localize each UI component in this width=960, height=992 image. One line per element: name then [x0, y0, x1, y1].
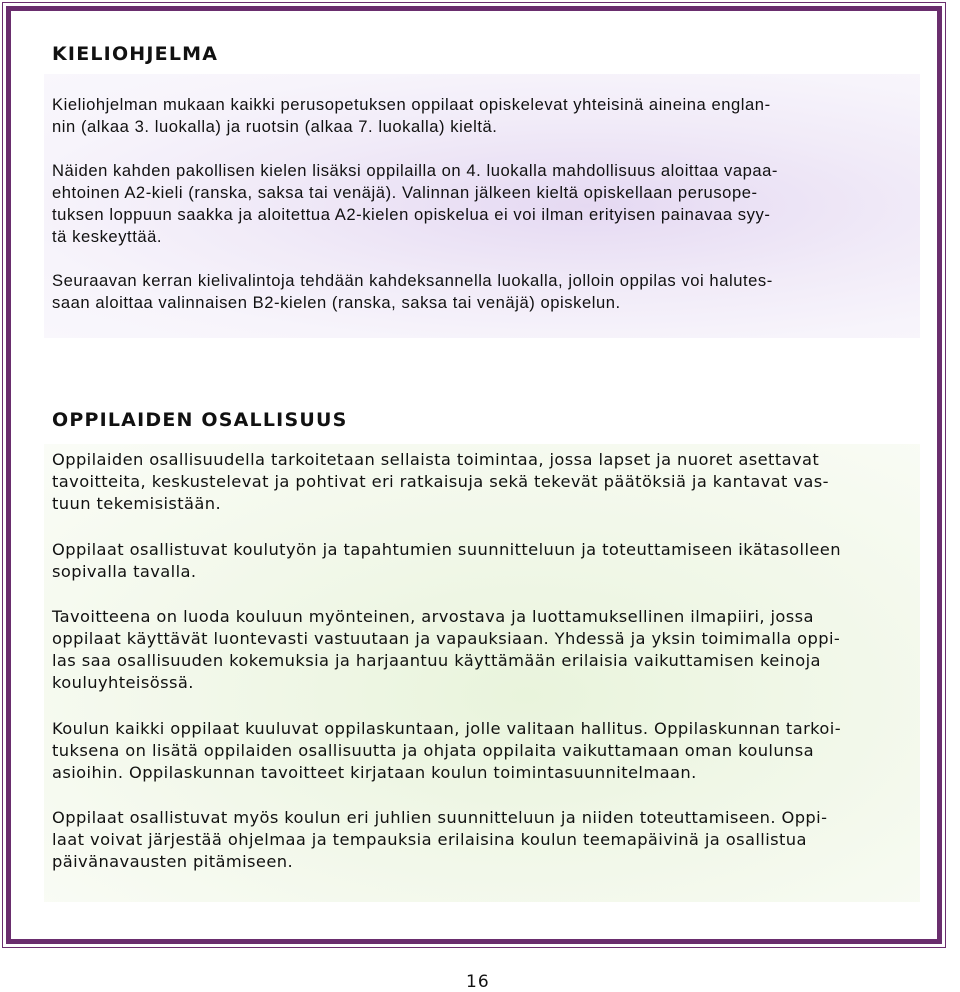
language-paragraph-3: Seuraavan kerran kielivalintoja tehdään kahdeksannella luokalla, jolloin oppilas voi halutes- saan aloittaa valinnaisen B2-kielen (ranska, saksa tai venäjä) opiskelun. — [52, 271, 773, 312]
language-program-box — [44, 74, 920, 338]
language-paragraph-2: Näiden kahden pakollisen kielen lisäksi oppilailla on 4. luokalla mahdollisuus aloittaa vapaa- ehtoinen A2-kieli (ranska, saksa tai venäjä). Valinnan jälkeen kieltä opiskellaan perusope- tuksen loppuun saakka ja aloitettua A2-kielen opiskelua ei voi ilman erityisen painavaa syy- tä keskeyttää. — [52, 161, 779, 246]
participation-paragraph-4: Koulun kaikki oppilaat kuuluvat oppilaskuntaan, jolle valitaan hallitus. Oppilaskunnan tarkoi- tuksena on lisätä oppilaiden osallisuutta ja ohjata oppilaita vaikuttamaan oman koulunsa asioihin. Oppilaskunnan tavoitteet kirjataan koulun toimintasuunnitelmaan. — [52, 719, 841, 782]
participation-paragraph-3: Tavoitteena on luoda kouluun myönteinen, arvostava ja luottamuksellinen ilmapiiri, jossa oppilaat käyttävät luontevasti vastuutaan ja vapauksiaan. Yhdessä ja yksin toimimalla oppi- las saa osallisuuden kokemuksia ja harjaantuu käyttämään erilaisia vaikuttamisen keinoja kouluyhteisössä. — [52, 607, 841, 692]
language-paragraph-1: Kieliohjelman mukaan kaikki perusopetuksen oppilaat opiskelevat yhteisinä aineina englan- nin (alkaa 3. luokalla) ja ruotsin (alkaa 7. luokalla) kieltä. — [52, 95, 771, 136]
participation-paragraph-2: Oppilaat osallistuvat koulutyön ja tapahtumien suunnitteluun ja toteuttamiseen ikätasolleen sopivalla tavalla. — [52, 540, 841, 581]
page-number: 16 — [466, 972, 490, 992]
participation-paragraph-1: Oppilaiden osallisuudella tarkoitetaan sellaista toimintaa, jossa lapset ja nuoret asettavat tavoitteita, keskustelevat ja pohtivat eri ratkaisuja sekä tekevät päätöksiä ja kantavat vas- tuun tekemisistään. — [52, 450, 829, 513]
section-heading-kieliohjelma: KIELIOHJELMA — [52, 43, 219, 65]
participation-box — [44, 444, 920, 902]
section-heading-osallisuus: OPPILAIDEN OSALLISUUS — [52, 409, 348, 431]
participation-paragraph-5: Oppilaat osallistuvat myös koulun eri juhlien suunnitteluun ja niiden toteuttamiseen. Oppi- laat voivat järjestää ohjelmaa ja tempauksia erilaisina koulun teemapäivinä ja osallistua päivänavausten pitämiseen. — [52, 808, 828, 871]
